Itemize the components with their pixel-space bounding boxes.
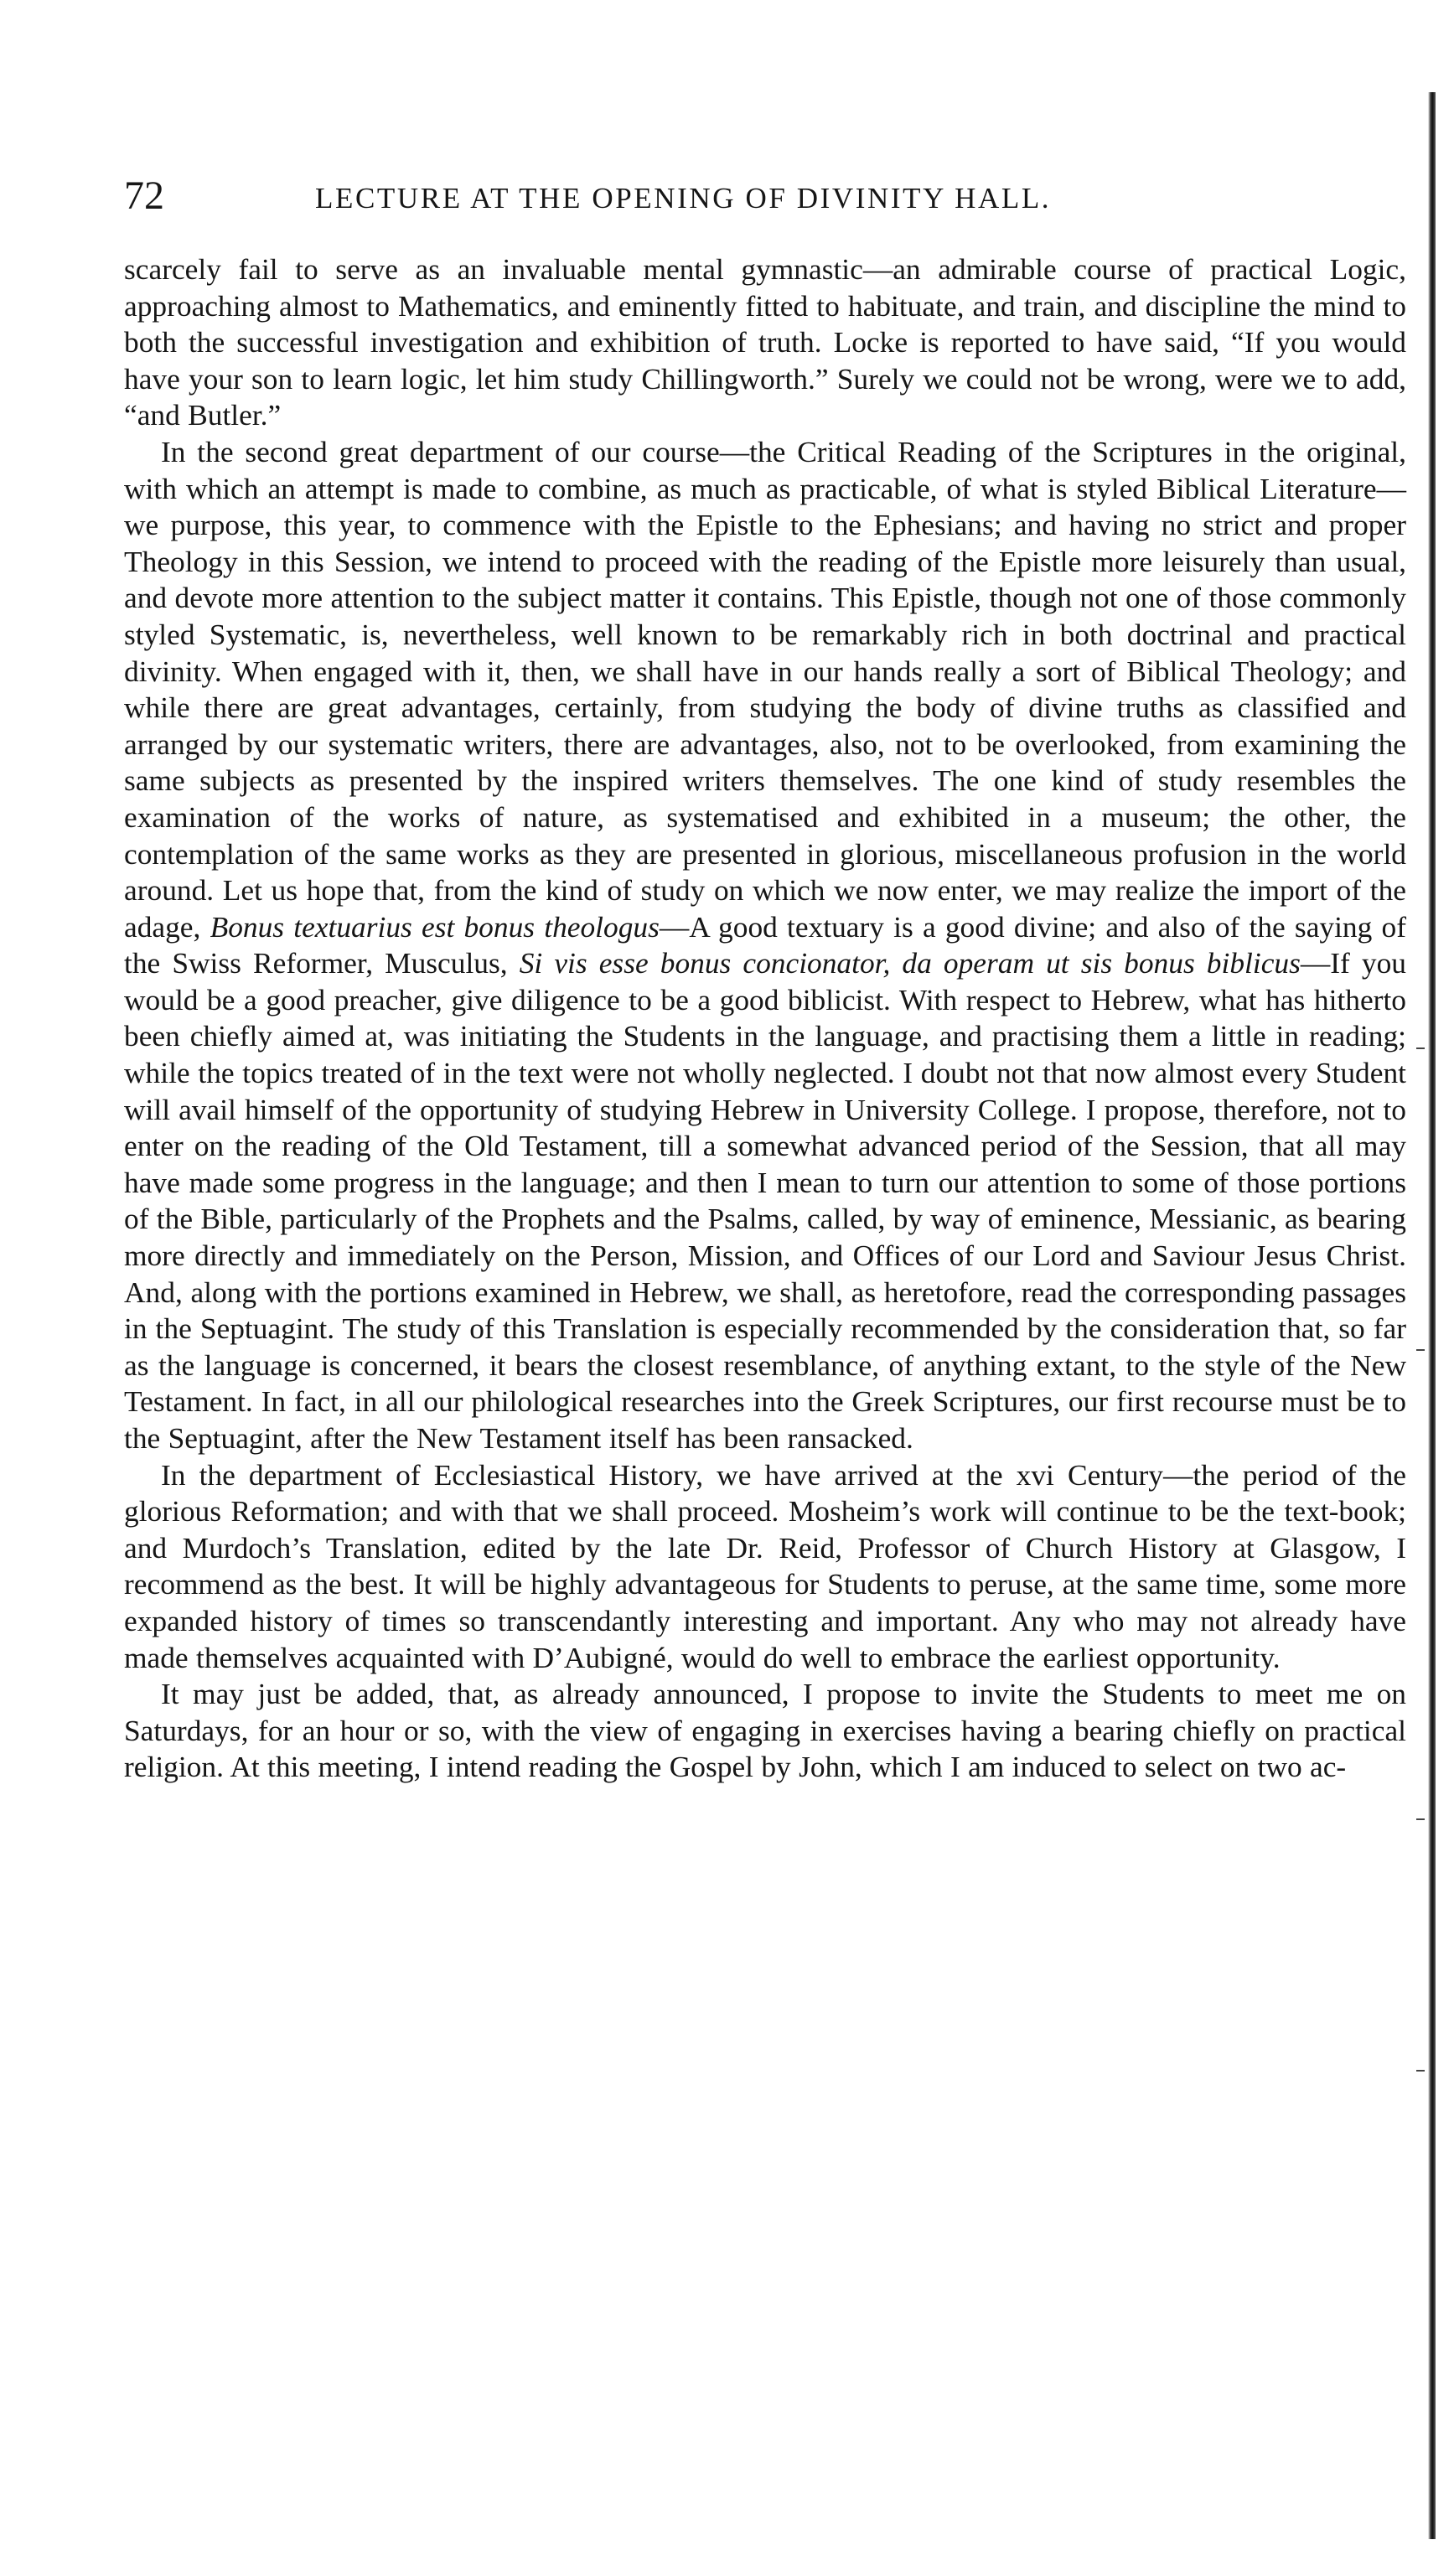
body-text — [124, 251, 1406, 1786]
edge-speck — [1416, 2070, 1425, 2072]
paragraph-text: In the second great department of our course—the Critical Reading of the Scriptures in the original, with which an attempt is made to combine, as much as practicable, of what is styled Biblical Literature—we purpose, this year, to commence with the Epistle to the Ephesians; and having no strict and proper Theology in this Session, we intend to proceed with the reading of the Epistle more leisurely than usual, and devote more attention to the subject matter it contains. This Epistle, though not one of those commonly styled Systematic, is, nevertheless, well known to be remarkably rich in both doctrinal and practical divinity. When engaged with it, then, we shall have in our hands really a sort of Biblical Theology; and while there are great advantages, certainly, from studying the body of divine truths as classified and arranged by our systematic writers, there are advantages, also, not to be overlooked, from examining the same subjects as presented by the inspired writers themselves. The one kind of study resembles the examination of the works of nature, as systematised and exhibited in a museum; the other, the contemplation of the same works as they are presented in glorious, miscellaneous profusion in the world around. Let us hope that, from the kind of study on which we now enter, we may realize the import of the adage, — [124, 434, 1406, 944]
paragraph-text: —A good textuary is a good divine; and also of the saying of the Swiss Reformer, Musculus, — [124, 909, 1406, 980]
page-header — [124, 171, 1406, 221]
edge-speck — [1416, 1349, 1425, 1351]
paragraph-saturday-meetings: It may just be added, that, as already announced, I propose to invite the Students to meet me on Saturdays, for an hour or so, with the view of engaging in exercises having a bearing chiefly on practical religion. At this meeting, I intend reading the Gospel by John, which I am induced to select on two ac- — [124, 1677, 1406, 1784]
latin-adage: Bonus textuarius est bonus theologus — [210, 909, 660, 944]
edge-speck — [1416, 1818, 1425, 1820]
paragraph-continued: scarcely fail to serve as an invaluable mental gymnastic—an admirable course of practical Logic, approaching almost to Mathematics, and eminently fitted to habituate, and train, and discipline the mind to both the successful investigation and exhibition of truth. Locke is reported to have said, “If you would have your son to learn logic, let him study Chillingworth.” Surely we could not be wrong, were we to add, “and Butler.” — [124, 252, 1406, 432]
page-edge-shadow — [1428, 92, 1436, 2539]
latin-saying: Si vis esse bonus concionator, da operam ut sis bonus biblicus — [519, 946, 1301, 980]
running-title: LECTURE AT THE OPENING OF DIVINITY HALL. — [315, 182, 1052, 215]
paragraph-text: —If you would be a good preacher, give diligence to be a good biblicist. With respect to Hebrew, what has hitherto been chiefly aimed at, was initiating the Students in the language, and practising them a little in reading; while the topics treated of in the text were not wholly neglected. I doubt not that now almost every Student will avail himself of the opportunity of studying Hebrew in University College. I propose, therefore, not to enter on the reading of the Old Testament, till a somewhat advanced period of the Session, that all may have made some progress in the language; and then I mean to turn our attention to some of those portions of the Bible, particularly of the Prophets and the Psalms, called, by way of eminence, Messianic, as bearing more directly and immediately on the Person, Mission, and Offices of our Lord and Saviour Jesus Christ. And, along with the portions examined in Hebrew, we shall, as heretofore, read the corresponding passages in the Septuagint. The study of this Translation is especially recommended by the consideration that, so far as the language is concerned, it bears the closest resemblance, of anything extant, to the style of the New Testament. In fact, in all our philological researches into the Greek Scriptures, our first recourse must be to the Septuagint, after the New Testament itself has been ransacked. — [124, 946, 1407, 1455]
page-number: 72 — [124, 173, 164, 218]
paragraph-biblical-literature — [124, 434, 1406, 1457]
edge-speck — [1416, 1047, 1425, 1049]
paragraph-ecclesiastical-history: In the department of Ecclesiastical History, we have arrived at the xvi Century—the period of the glorious Reformation; and with that we shall proceed. Mosheim’s work will continue to be the text-book; and Murdoch’s Translation, edited by the late Dr. Reid, Professor of Church History at Glasgow, I recommend as the best. It will be highly advantageous for Students to peruse, at the same time, some more expanded history of times so transcendantly interesting and important. Any who may not already have made themselves acquainted with D’Aubigné, would do well to embrace the earliest opportunity. — [124, 1457, 1406, 1674]
